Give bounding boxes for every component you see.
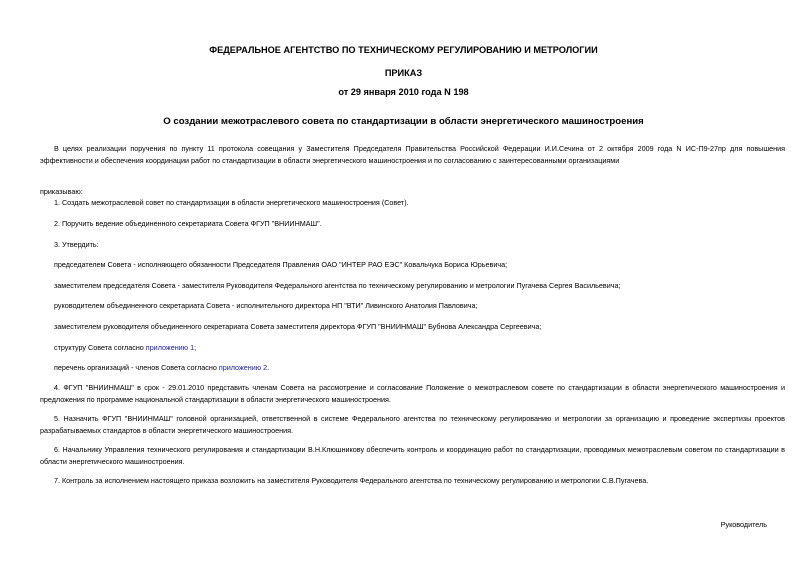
item-2: 2. Поручить ведение объединенного секретариата Совета ФГУП "ВНИИНМАШ". — [54, 219, 322, 228]
doc-type-heading: ПРИКАЗ — [384, 68, 423, 78]
approve-line-2: заместителем председателя Совета - заместителя Руководителя Федерального агентства по техническому регулированию и метрологии Пугачева Сергея Васильевича; — [54, 281, 621, 290]
agency-heading: ФЕДЕРАЛЬНОЕ АГЕНТСТВО ПО ТЕХНИЧЕСКОМУ РЕГУЛИРОВАНИЮ И МЕТРОЛОГИИ — [209, 45, 598, 55]
document-title: О создании межотраслевого совета по стандартизации в области энергетического машиностроения — [163, 116, 644, 127]
item-3: 3. Утвердить: — [54, 240, 99, 249]
order-word: приказываю: — [40, 187, 83, 196]
date-number-heading: от 29 января 2010 года N 198 — [338, 87, 469, 97]
appendix-1-link[interactable]: приложению 1 — [145, 343, 195, 352]
approve-line-5-suffix: ; — [194, 343, 197, 352]
approve-line-3: руководителем объединенного секретариата Совета - исполнительного директора НП "ВТИ" Ливинского Анатолия Павловича; — [54, 301, 478, 310]
appendix-2-link[interactable]: приложению 2 — [218, 363, 268, 372]
item-1: 1. Создать межотраслевой совет по стандартизации в области энергетического машиностроения (Совет). — [54, 198, 409, 207]
approve-line-4: заместителем руководителя объединенного секретариата Совета заместителя директора ФГУП "ВНИИНМАШ" Бубнова Александра Сергеевича; — [54, 322, 542, 331]
signature-label: Руководитель — [720, 520, 767, 529]
approve-line-5-prefix: структуру Совета согласно — [54, 343, 146, 352]
intro-paragraph: В целях реализации поручения по пункту 11 протокола совещания у Заместителя Председателя Правительства Российской Федерации И.И.Сечина от 2 октября 2009 года N ИС-П9-27пр для повышения эффективности и обеспечения координации работ по стандартизации в области энергетического машиностроения и по согласованию с заинтересованными организациями — [40, 144, 785, 165]
approve-line-6-suffix: . — [267, 363, 270, 372]
approve-line-1: председателем Совета - исполняющего обязанности Председателя Правления ОАО "ИНТЕР РАО ЕЭС" Ковальчука Бориса Юрьевича; — [54, 260, 508, 269]
item-6: 6. Начальнику Управления технического регулирования и стандартизации В.Н.Клюшникову обеспечить контроль и координацию работ по стандартизации, проводимых межотраслевым советом по стандартизации в области энергетического машиностроения. — [40, 445, 785, 466]
item-5: 5. Назначить ФГУП "ВНИИНМАШ" головной организацией, ответственной в системе Федерального агентства по техническому регулированию и метрологии за организацию и проведение экспертизы проектов разрабатываемых стандартов в области энергетического машиностроения. — [40, 414, 785, 435]
approve-line-6 — [54, 362, 269, 373]
approve-line-5 — [54, 342, 196, 353]
item-7: 7. Контроль за исполнением настоящего приказа возложить на заместителя Руководителя Федерального агентства по техническому регулированию и метрологии С.В.Пугачева. — [54, 476, 649, 485]
item-4: 4. ФГУП "ВНИИНМАШ" в срок - 29.01.2010 представить членам Совета на рассмотрение и согласование Положение о межотраслевом совете по стандартизации в области энергетического машиностроения и предложения по программе национальной стандартизации в области энергетического машиностроения. — [40, 383, 785, 404]
approve-line-6-prefix: перечень организаций - членов Совета согласно — [54, 363, 219, 372]
